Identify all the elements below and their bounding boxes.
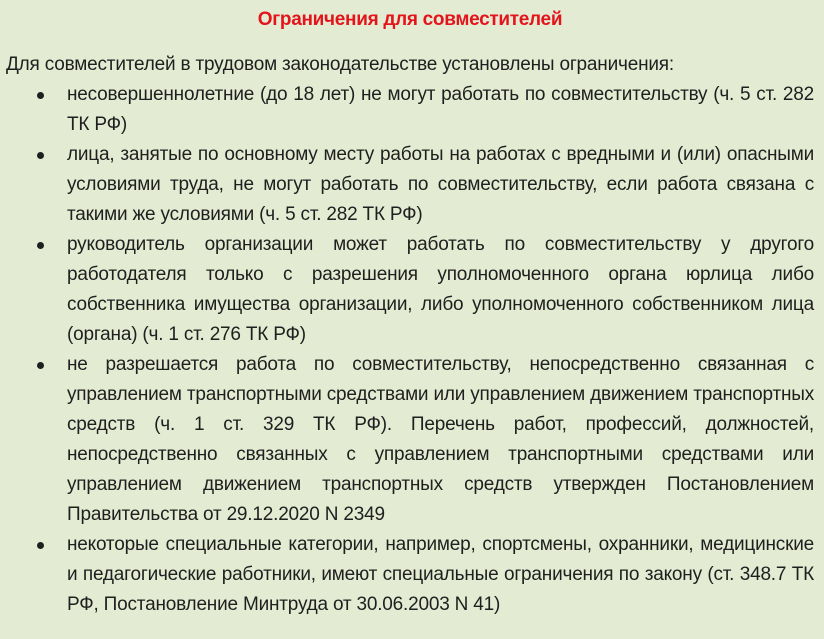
- list-item: [6, 140, 814, 230]
- list-item: [6, 530, 814, 620]
- list-item-text: руководитель организации может работать по совместительству у другого работодателя только с разрешения уполномоченного органа юрлица либо собственника имущества организации, либо уполномоченного собственником лица (органа) (ч. 1 ст. 276 ТК РФ): [67, 234, 814, 345]
- list-item-text: не разрешается работа по совместительству, непосредственно связанная с управлением транспортными средствами или управлением движением транспортных средств (ч. 1 ст. 329 ТК РФ). Перечень работ, профессий, должностей, непосредственно связанных с управлением транспортными средствами или управлением движением транспортных средств утвержден Постановлением Правительства от 29.12.2020 N 2349: [67, 354, 814, 525]
- bullet-icon: [37, 242, 44, 249]
- list-item-text: несовершеннолетние (до 18 лет) не могут работать по совместительству (ч. 5 ст. 282 ТК РФ): [67, 84, 814, 135]
- list-item: [6, 350, 814, 530]
- intro-paragraph: Для совместителей в трудовом законодательстве установлены ограничения:: [6, 54, 674, 75]
- bullet-icon: [37, 362, 44, 369]
- bullet-icon: [37, 92, 44, 99]
- list-item: [6, 80, 814, 140]
- list-item-text: лица, занятые по основному месту работы на работах с вредными и (или) опасными условиями труда, не могут работать по совместительству, если работа связана с такими же условиями (ч. 5 ст. 282 ТК РФ): [67, 144, 814, 225]
- list-item-text: некоторые специальные категории, например, спортсмены, охранники, медицинские и педагогические работники, имеют специальные ограничения по закону (ст. 348.7 ТК РФ, Постановление Минтруда от 30.06.2003 N 41): [67, 534, 814, 615]
- bullet-icon: [37, 542, 44, 549]
- page-title: Ограничения для совместителей: [257, 9, 563, 30]
- list-item: [6, 230, 814, 350]
- restrictions-list: [6, 80, 814, 620]
- bullet-icon: [37, 152, 44, 159]
